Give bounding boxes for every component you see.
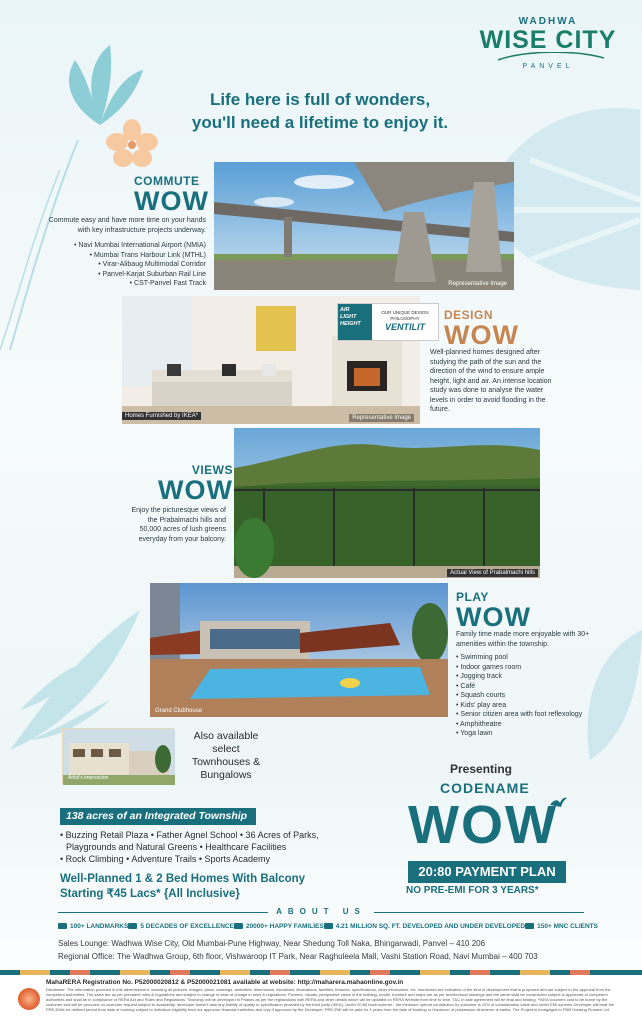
commute-text [40, 216, 206, 289]
stat-text: 20000+ HAPPY FAMILIES [245, 922, 324, 930]
commute-list [40, 241, 206, 289]
views-caption: Actual View of Prabalmachi hills [447, 569, 538, 577]
design-desc: Well-planned homes designed after studying the path of the sun and the direction of the wind to ensure ample height, light and air. An intense location study was done to analyse the water levels in order to avoid flooding in the future. [430, 349, 552, 413]
township-line: Playgrounds and Natural Greens • Healthcare Facilities [66, 842, 287, 852]
design-caption-right: Representative Image [349, 414, 414, 422]
play-item: • Swimming pool [456, 654, 508, 661]
townhouse-caption: Artist's impression [68, 775, 109, 781]
commute-caption: Representative Image [448, 281, 507, 287]
ventilit-badge [337, 303, 439, 341]
commute-photo [214, 162, 514, 290]
headline-line2: you'll need a lifetime to enjoy it. [191, 113, 449, 132]
stat-icon [525, 923, 534, 929]
townhouse-photo [62, 728, 174, 784]
about-label: ABOUT US [276, 907, 366, 916]
air-light-height-badge [338, 304, 372, 340]
stat-icon [234, 923, 243, 929]
payment-plan-badge: 20:80 PAYMENT PLAN [408, 861, 566, 883]
wadhwa-seal-logo [18, 988, 40, 1010]
stat-item [128, 920, 234, 932]
units-line1: Well-Planned 1 & 2 Bed Homes With Balcony [60, 873, 306, 885]
stat-text: 150+ MNC CLIENTS [537, 922, 598, 930]
units-line2: Starting ₹45 Lacs* {All Inclusive} [60, 888, 240, 900]
stat-text: 4.21 MILLION SQ. FT. DEVELOPED AND UNDER DEVELOPED [335, 922, 526, 930]
township-band: 138 acres of an Integrated Township [60, 808, 256, 825]
views-desc: Enjoy the picturesque views of the Prabalmachi hills and 50,000 acres of lush greens everyday from your balcony. [131, 507, 226, 543]
badge-word: AIR [340, 307, 350, 313]
sales-lounge-address: Sales Lounge: Wadhwa Wise City, Old Mumbai-Pune Highway, Near Shedung Toll Naka, Bhingarwadi, Panvel – 410 206 [58, 939, 486, 948]
views-title [158, 463, 233, 503]
townhouse-text: Also available select Townhouses & Bungalows [191, 730, 261, 781]
play-item: • Squash courts [456, 692, 506, 699]
codename-wow: WOW [408, 795, 558, 855]
headline [120, 88, 520, 134]
commute-desc: Commute easy and have more time on your hands with key infrastructure projects underway. [48, 217, 206, 234]
play-item: • Jogging track [456, 673, 503, 680]
commute-title-small: COMMUTE [134, 174, 200, 188]
township-line: • Rock Climbing • Adventure Trails • Sports Academy [60, 854, 271, 864]
play-item: • Café [456, 682, 476, 690]
clubhouse-pool-illustration [150, 583, 448, 717]
play-desc: Family time made more enjoyable with 30+ amenities within the township. [456, 631, 590, 648]
play-title [456, 590, 531, 630]
addresses [58, 937, 618, 963]
stat-icon [58, 923, 67, 929]
commute-title [134, 174, 209, 214]
design-title-big: WOW [444, 320, 519, 350]
presenting-label: Presenting [450, 762, 513, 776]
stat-icon [128, 923, 137, 929]
play-item: • Amphitheatre [456, 720, 502, 728]
about-stats [58, 920, 598, 932]
maharera-registration: MahaRERA Registration No. P52000020812 & P52000021081 available at website: http://maharera.mahaonline.gov.in [46, 979, 404, 986]
stat-icon [324, 923, 333, 929]
no-pre-emi: NO PRE-EMI FOR 3 YEARS* [406, 885, 539, 896]
brand-project: WISE CITY [479, 26, 617, 54]
about-divider-right [374, 912, 584, 913]
views-photo [234, 428, 540, 578]
play-item: • Indoor games room [456, 663, 522, 671]
commute-item: • Virar-Alibaug Multimodal Corridor [98, 261, 206, 268]
regional-office-address: Regional Office: The Wadhwa Group, 6th floor, Vishwaroop IT Park, Near Raghuleela Mall, Vashi Station Road, Navi Mumbai – 400 703 [58, 952, 538, 961]
design-title [444, 308, 519, 348]
headline-line1: Life here is full of wonders, [209, 90, 431, 109]
stat-item [324, 920, 525, 932]
hills-view-illustration [234, 428, 540, 578]
stat-item [58, 920, 128, 932]
units-offer [60, 872, 340, 902]
play-list [456, 653, 596, 739]
badge-brand: VENTILIT [385, 322, 425, 332]
badge-label: OUR UNIQUE DESIGN PHILOSOPHY [381, 310, 429, 321]
play-item: • Yoga lawn [456, 730, 493, 737]
design-title-small: DESIGN [444, 308, 494, 322]
views-title-small: VIEWS [191, 463, 233, 477]
design-caption-left: Homes Furnished by IKEA* [122, 412, 201, 420]
ventilit-text [372, 304, 438, 340]
codename-label: CODENAME [440, 780, 530, 796]
badge-word: LIGHT [340, 314, 357, 320]
commute-item: • Navi Mumbai International Airport (NMIA) [74, 242, 206, 249]
flyover-illustration [214, 162, 514, 290]
play-item: • Senior citizen area with foot reflexology [456, 711, 583, 718]
play-photo [150, 583, 448, 717]
commute-item: • CST-Panvel Fast Track [129, 280, 206, 287]
views-title-big: WOW [158, 475, 233, 505]
stat-item [525, 920, 598, 932]
play-item: • Kids' play area [456, 701, 507, 709]
brand-company: WADHWA [518, 16, 578, 27]
logo-swoosh-icon [496, 52, 606, 62]
brand-location: PANVEL [522, 63, 574, 70]
badge-word: HEIGHT [340, 321, 361, 327]
commute-title-big: WOW [134, 186, 209, 216]
play-text [456, 630, 596, 739]
disclaimer: Disclaimer: The information provided in this advertisement, including all pictures, images, plans, drawings, amenities, dimensions, elevations, illustrations, facilities, features, specifications, other information, etc. mentioned are indicative of the kind of development that is proposed and are subject to the approval from the competent authorities. The sales are as per prevalent rules & regulations and subject to change in case of change in rules & regulations. Pictures, visuals, perspective views of the building, model, furniture and maps are as per architectural drawings and the same shall be constructed subject to approvals of competent authorities and shall be in compliance of RERA Act and Rules and Regulations. Township will be developed in Phases as per the registrations with RERA and other details which will be updated on RERA Website from time to time. T&C in sale agreement will be final and binding. *IKEA vouchers cost to be borne by the customer and will be procured on customer request subject to availability; developer doesn't take any liability of quality or specification provided by the third party (IKEA). Under 20:80 bank scheme - the minimum upfront contribution by customer is 20% of consideration value and under EMI scheme Developer will bear the PRE-EMIs for defined period from date of booking subject to individual eligibility from our approved financial institution and only if approved by the Developer. PRE-EMI will be paid for 3 years from the date of booking or Handover of possession whichever is earlier. The Project is mortgaged to PNB Housing Finance Ltd. [46, 987, 615, 1012]
play-title-big: WOW [456, 602, 531, 632]
commute-item: • Panvel-Karjat Suburban Rail Line [98, 270, 206, 278]
township-line: • Buzzing Retail Plaza • Father Agnel School • 36 Acres of Parks, [60, 830, 319, 840]
play-title-small: PLAY [456, 590, 489, 604]
play-caption: Grand Clubhouse [155, 708, 203, 714]
commute-item: • Mumbai Trans Harbour Link (MTHL) [89, 251, 206, 259]
stat-text: 100+ LANDMARKS [70, 922, 129, 930]
township-features [60, 829, 360, 865]
stat-text: 5 DECADES OF EXCELLENCE [140, 922, 234, 930]
stat-item [234, 920, 324, 932]
